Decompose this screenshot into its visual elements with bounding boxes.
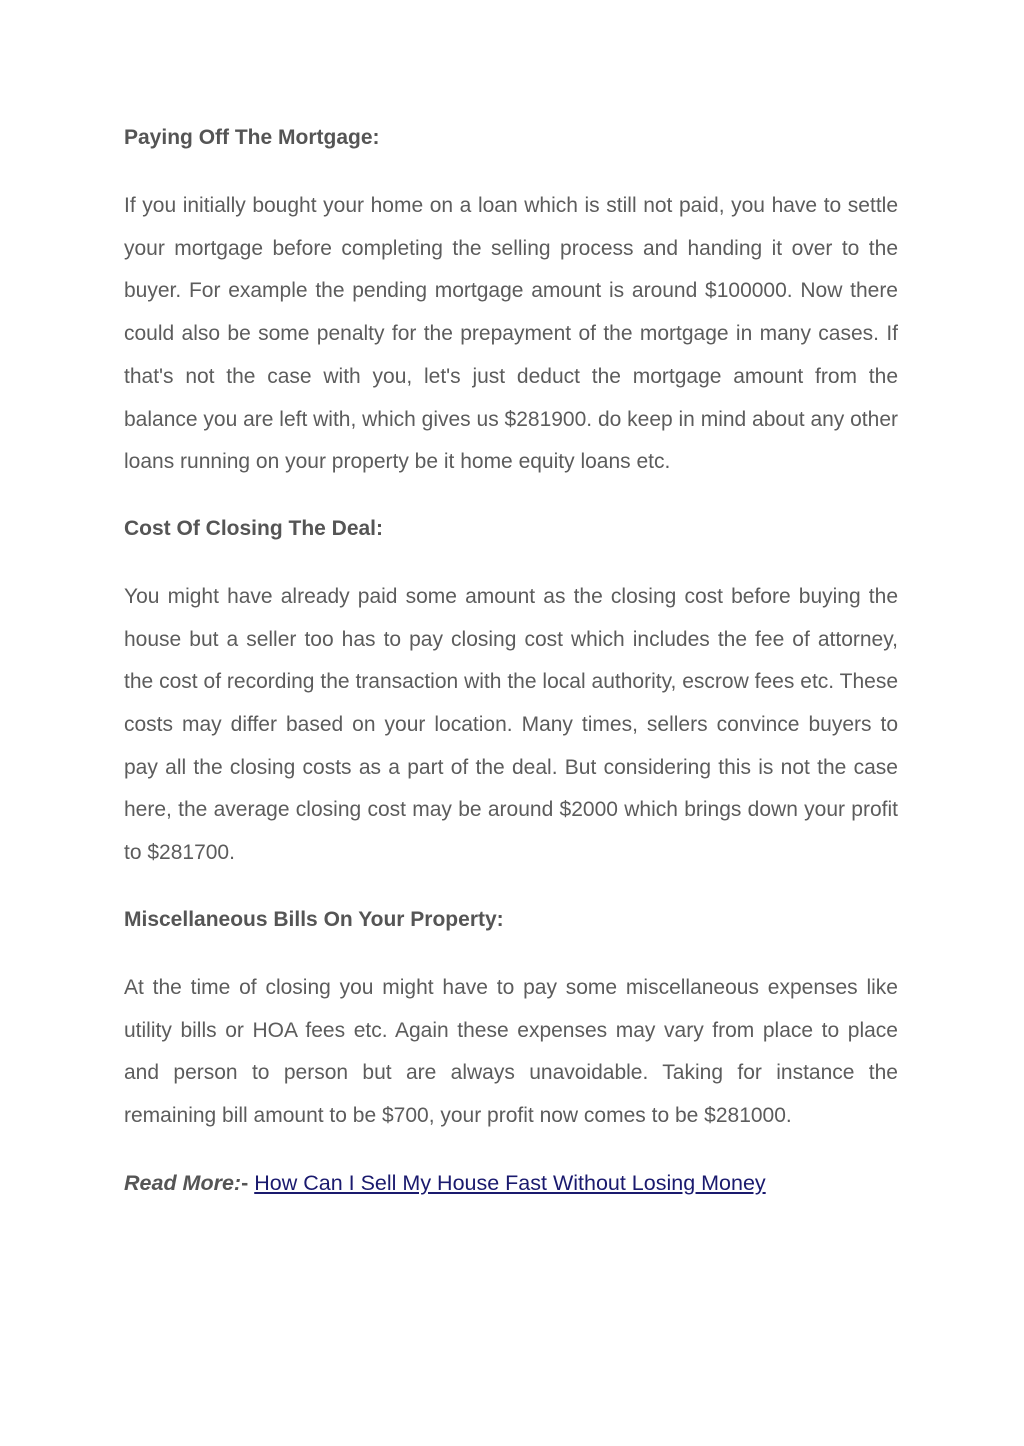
read-more-link[interactable]: How Can I Sell My House Fast Without Losing Money [254,1170,766,1195]
section-paragraph: At the time of closing you might have to pay some miscellaneous expenses like utility bills or HOA fees etc. Again these expenses may vary from place to place and person to person but are always unavoidable. Taking for instance the remaining bill amount to be $700, your profit now comes to be $281000. [124,975,898,1127]
document-page [124,118,898,1203]
read-more-line [124,1163,898,1203]
section-paragraph: If you initially bought your home on a loan which is still not paid, you have to settle your mortgage before completing the selling process and handing it over to the buyer. For example the pending mortgage amount is around $100000. Now there could also be some penalty for the prepayment of the mortgage in many cases. If that's not the case with you, let's just deduct the mortgage amount from the balance you are left with, which gives us $281900. do keep in mind about any other loans running on your property be it home equity loans etc. [124,194,898,474]
section-heading: Paying Off The Mortgage: [124,126,380,149]
section-paragraph: You might have already paid some amount as the closing cost before buying the house but a seller too has to pay closing cost which includes the fee of attorney, the cost of recording the transaction with the local authority, escrow fees etc. These costs may differ based on your location. Many times, sellers convince buyers to pay all the closing costs as a part of the deal. But considering this is not the case here, the average closing cost may be around $2000 which brings down your profit to $281700. [124,584,898,865]
section-closing-cost [124,509,898,875]
read-more-label: Read More: [124,1170,242,1195]
section-heading: Miscellaneous Bills On Your Property: [124,907,504,931]
section-heading: Cost Of Closing The Deal: [124,516,384,540]
section-mortgage [124,118,898,484]
read-more-separator: - [241,1170,249,1195]
section-misc-bills [124,900,898,1138]
